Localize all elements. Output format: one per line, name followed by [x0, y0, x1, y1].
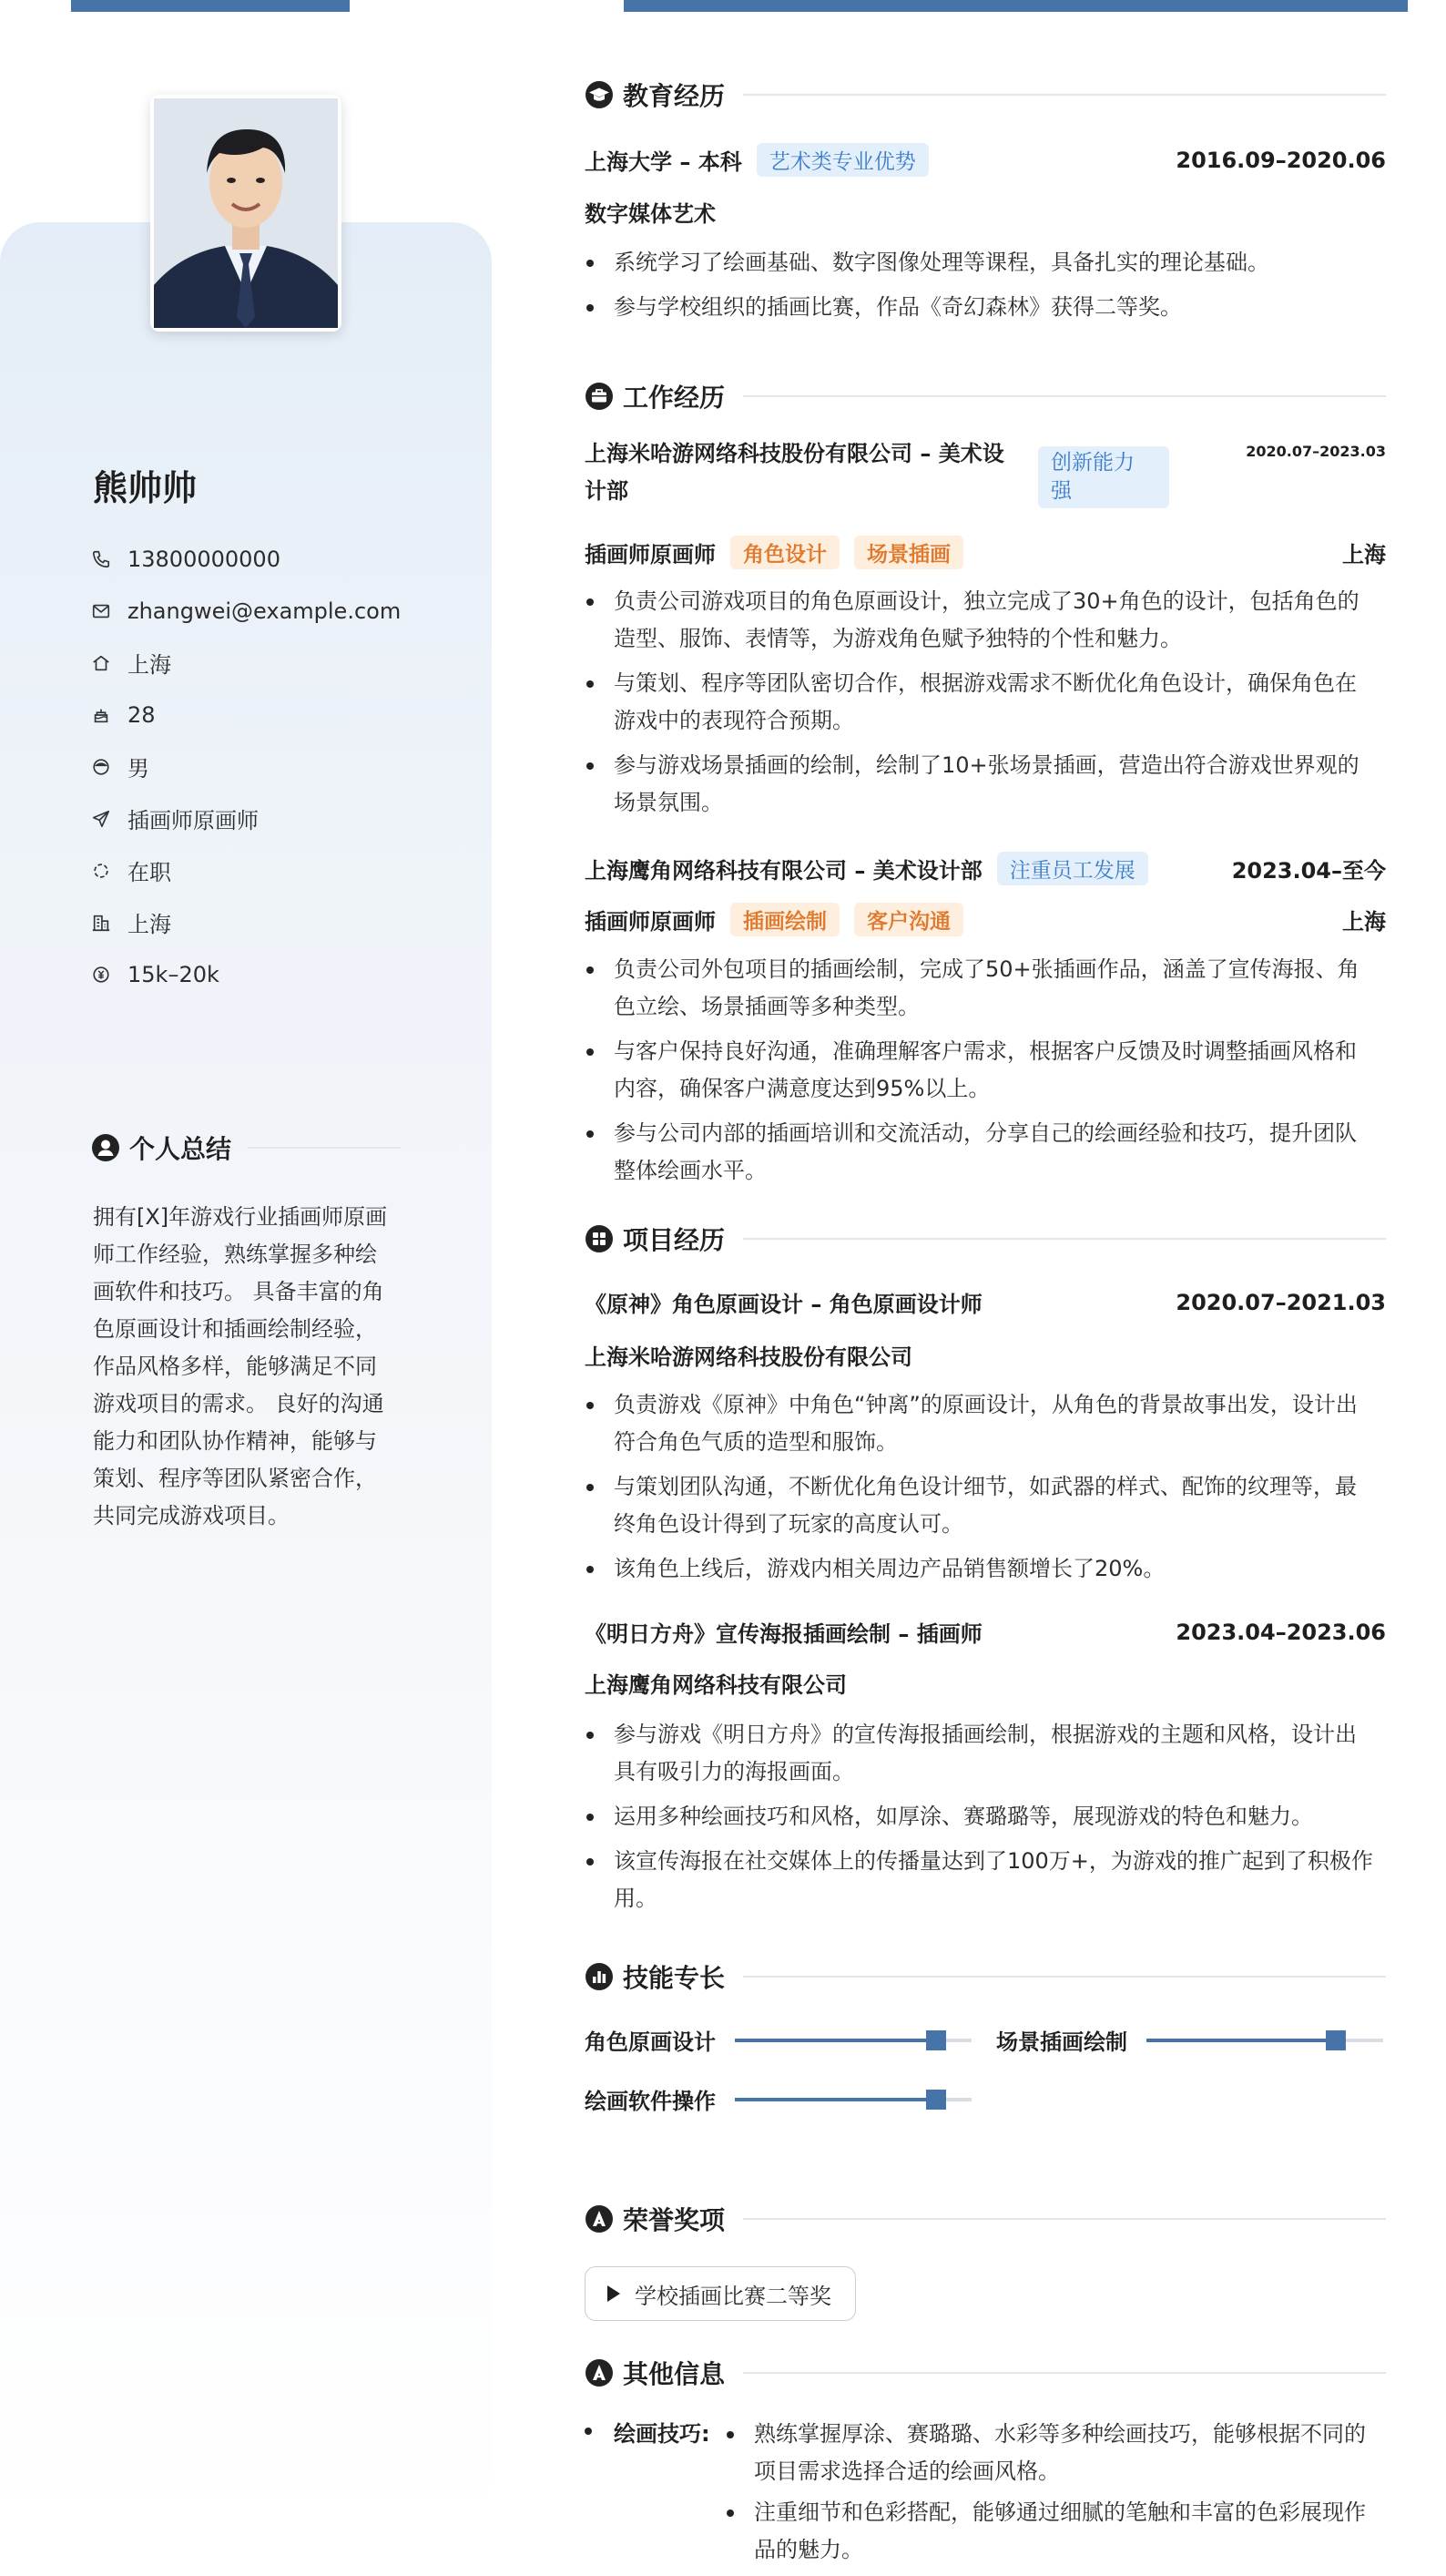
bullet-line: 负责游戏《原神》中角色“钟离”的原画设计，从角色的背景故事出发，设计出	[614, 1392, 1358, 1417]
education-tag: 艺术类专业优势	[757, 143, 929, 177]
phone-icon	[91, 549, 111, 569]
bullet-line: 具有吸引力的海报画面。	[614, 1759, 854, 1784]
list-item	[585, 1550, 1386, 1588]
projects-header	[585, 1221, 1386, 1257]
project-name: 《明日方舟》宣传海报插画绘制 – 插画师	[585, 1621, 983, 1647]
list-item	[585, 1033, 1386, 1108]
job-tag	[1038, 446, 1169, 508]
other-title: 其他信息	[623, 2359, 726, 2389]
divider	[743, 1238, 1386, 1240]
job-skill-tag: 角色设计	[730, 536, 840, 569]
skill-name: 场景插画绘制	[996, 2029, 1127, 2055]
bullet-line: 内容，确保客户满意度达到95%以上。	[614, 1076, 991, 1101]
user-icon	[91, 1133, 120, 1162]
email-text: zhangwei@example.com	[127, 598, 402, 624]
bullet-line: 用。	[614, 1886, 657, 1911]
school-name: 上海大学 – 本科	[585, 149, 742, 175]
bullet-line: 该宣传海报在社交媒体上的传播量达到了100万+，为游戏的推广起到了积极作	[614, 1848, 1373, 1874]
info-position	[91, 792, 455, 844]
building-icon	[91, 913, 111, 933]
summary-line: 策划、程序等团队紧密合作，	[93, 1466, 377, 1491]
info-location	[91, 637, 455, 689]
job-tag-line: 强	[1051, 479, 1072, 503]
info-icon	[585, 2358, 614, 2387]
briefcase-icon	[585, 382, 614, 411]
list-item	[585, 951, 1386, 1026]
bullet-line: 整体绘画水平。	[614, 1158, 767, 1183]
divider	[743, 94, 1386, 96]
info-age	[91, 689, 455, 741]
info-city	[91, 896, 455, 948]
list-item	[585, 1115, 1386, 1190]
job-date: 2023.04–至今	[1231, 858, 1386, 884]
play-icon	[607, 2285, 620, 2302]
divider	[743, 2218, 1386, 2220]
bullet-line: 参与公司内部的插画培训和交流活动，分享自己的绘画经验和技巧，提升团队	[614, 1120, 1357, 1146]
award-label: 学校插画比赛二等奖	[635, 2283, 831, 2309]
job-skill-tag: 场景插画	[854, 536, 963, 569]
portrait-illustration	[154, 98, 338, 328]
other-bullets	[725, 2416, 1386, 2576]
project-date: 2020.07–2021.03	[1176, 1289, 1386, 1315]
skill-bar	[735, 2098, 972, 2101]
avatar	[154, 98, 338, 328]
job-company-line: 计部	[585, 478, 628, 504]
skill-name: 绘画软件操作	[585, 2089, 716, 2114]
main-top-bar	[624, 0, 1408, 12]
info-salary	[91, 948, 455, 1000]
mail-icon	[91, 601, 111, 621]
bullet-line: 与客户保持良好沟通，准确理解客户需求，根据客户反馈及时调整插画风格和	[614, 1038, 1357, 1064]
skill-fill	[1146, 2039, 1336, 2042]
skill-knob	[926, 2090, 946, 2110]
job-header-row	[585, 852, 1386, 885]
job-company: 上海鹰角网络科技有限公司 – 美术设计部	[585, 858, 983, 884]
project-date: 2023.04–2023.06	[1176, 1619, 1386, 1645]
bullet-line: 游戏中的表现符合预期。	[614, 708, 854, 733]
job-role-row	[585, 903, 1386, 936]
list-item	[725, 2494, 1386, 2569]
bullet-line: 与策划团队沟通，不断优化角色设计细节，如武器的样式、配饰的纹理等，最	[614, 1474, 1357, 1499]
project-company: 上海米哈游网络科技股份有限公司	[585, 1344, 912, 1370]
bullet-dot	[585, 2428, 592, 2435]
education-date: 2016.09–2020.06	[1176, 147, 1386, 173]
summary-line: 能力和团队协作精神，能够与	[93, 1428, 377, 1454]
education-bullets	[585, 244, 1386, 333]
city-text: 上海	[127, 912, 171, 937]
education-header	[585, 77, 1386, 113]
skill-fill	[735, 2098, 936, 2101]
grid-icon	[585, 1224, 614, 1253]
project-company: 上海鹰角网络科技有限公司	[585, 1672, 847, 1698]
bullet-line: 色立绘、场景插画等多种类型。	[614, 994, 920, 1019]
projects-title: 项目经历	[623, 1225, 726, 1255]
profile-name: 熊帅帅	[93, 468, 198, 508]
bullet-line: 造型、服饰、表情等，为游戏角色赋予独特的个性和魅力。	[614, 626, 1182, 651]
profile-photo	[150, 95, 341, 332]
list-item	[585, 747, 1386, 822]
award-icon	[585, 2204, 614, 2234]
list-item: 系统学习了绘画基础、数字图像处理等课程，具备扎实的理论基础。	[585, 244, 1386, 281]
divider	[743, 395, 1386, 397]
list-item	[585, 1843, 1386, 1917]
list-item	[585, 1798, 1386, 1835]
bullet-line: 符合角色气质的造型和服饰。	[614, 1429, 898, 1455]
education-row	[585, 143, 1386, 177]
divider	[743, 2372, 1386, 2374]
graduation-cap-icon	[585, 80, 614, 109]
sidebar-top-bar	[71, 0, 350, 12]
summary-line: 色原画设计和插画绘制经验，	[93, 1316, 377, 1342]
status-text: 在职	[127, 860, 171, 885]
work-title: 工作经历	[623, 383, 726, 413]
job-city: 上海	[1342, 542, 1386, 567]
skill-bar	[735, 2039, 972, 2042]
bullet-line: 参与游戏场景插画的绘制，绘制了10+张场景插画，营造出符合游戏世界观的	[614, 752, 1359, 778]
location-text: 上海	[127, 652, 171, 678]
list-item	[585, 665, 1386, 740]
status-icon	[91, 861, 111, 881]
age-text: 28	[127, 701, 156, 728]
job-bullets	[585, 951, 1386, 1197]
summary-text	[93, 1199, 402, 1535]
job-tag-line: 创新能力	[1051, 451, 1135, 475]
summary-line: 画软件和技巧。 具备丰富的角	[93, 1279, 384, 1304]
skill-item	[996, 2024, 1383, 2056]
job-company-line: 上海米哈游网络科技股份有限公司 – 美术设	[585, 441, 1004, 466]
info-status	[91, 844, 455, 896]
phone-text: 13800000000	[127, 546, 280, 572]
skill-item	[585, 2024, 972, 2056]
bar-chart-icon	[585, 1962, 614, 1991]
bullet-line: 负责公司游戏项目的角色原画设计，独立完成了30+角色的设计，包括角色的	[614, 588, 1359, 614]
project-bullets	[585, 1386, 1386, 1595]
job-skill-tag: 客户沟通	[854, 903, 963, 936]
honors-title: 荣誉奖项	[623, 2205, 726, 2235]
info-gender	[91, 741, 455, 792]
bullet-line: 负责公司外包项目的插画绘制，完成了50+张插画作品，涵盖了宣传海报、角	[614, 956, 1359, 982]
contact-info	[91, 533, 455, 1000]
education-major: 数字媒体艺术	[585, 201, 716, 227]
bullet-line: 该角色上线后，游戏内相关周边产品销售额增长了20%。	[614, 1556, 1166, 1581]
send-icon	[91, 809, 111, 829]
summary-title: 个人总结	[129, 1134, 232, 1164]
job-role: 插画师原画师	[585, 542, 716, 567]
summary-header	[91, 1130, 401, 1166]
summary-line: 师工作经验，熟练掌握多种绘	[93, 1242, 377, 1267]
summary-line: 拥有[X]年游戏行业插画师原画	[93, 1204, 388, 1230]
bullet-line: 场景氛围。	[614, 790, 723, 815]
bullet-line: 参与游戏《明日方舟》的宣传海报插画绘制，根据游戏的主题和风格，设计出	[614, 1722, 1357, 1747]
bullet-line: 项目需求选择合适的绘画风格。	[754, 2458, 1060, 2484]
work-header	[585, 378, 1386, 414]
money-icon	[91, 965, 111, 985]
summary-line: 游戏项目的需求。 良好的沟通	[93, 1391, 384, 1416]
job-bullets	[585, 583, 1386, 829]
cake-icon	[91, 705, 111, 725]
bullet-line: 运用多种绘画技巧和风格，如厚涂、赛璐璐等，展现游戏的特色和魅力。	[614, 1804, 1313, 1829]
project-header-row	[585, 1616, 1386, 1648]
bullet-line: 与策划、程序等团队密切合作，根据游戏需求不断优化角色设计，确保角色在	[614, 670, 1357, 696]
skill-name: 角色原画设计	[585, 2029, 716, 2055]
gender-icon	[91, 757, 111, 777]
skill-knob	[1326, 2030, 1346, 2050]
job-role: 插画师原画师	[585, 909, 716, 935]
project-bullets	[585, 1716, 1386, 1925]
job-tag: 注重员工发展	[997, 852, 1148, 885]
info-email	[91, 585, 455, 637]
job-date: 2020.07–2023.03	[1246, 443, 1386, 460]
job-company	[585, 435, 1022, 510]
position-text: 插画师原画师	[127, 808, 259, 833]
divider	[743, 1976, 1386, 1978]
project-header-row	[585, 1286, 1386, 1318]
other-header	[585, 2355, 1386, 2391]
bullet-line: 熟练掌握厚涂、赛璐璐、水彩等多种绘画技巧，能够根据不同的	[754, 2421, 1366, 2447]
skill-fill	[735, 2039, 936, 2042]
bullet-line: 品的魅力。	[754, 2537, 863, 2562]
bullet-line: 终角色设计得到了玩家的高度认可。	[614, 1511, 963, 1537]
summary-line: 作品风格多样，能够满足不同	[93, 1354, 377, 1379]
education-title: 教育经历	[623, 81, 726, 111]
skill-bar	[1146, 2039, 1383, 2042]
job-skill-tag: 插画绘制	[730, 903, 840, 936]
divider	[248, 1147, 401, 1149]
summary-line: 共同完成游戏项目。	[93, 1503, 290, 1528]
list-item	[585, 1386, 1386, 1461]
bullet-line: 注重细节和色彩搭配，能够通过细腻的笔触和丰富的色彩展现作	[754, 2499, 1366, 2525]
gender-text: 男	[127, 756, 149, 782]
project-name: 《原神》角色原画设计 – 角色原画设计师	[585, 1292, 983, 1317]
list-item	[585, 1716, 1386, 1791]
skill-item	[585, 2083, 972, 2115]
honors-header	[585, 2201, 1386, 2237]
skill-knob	[926, 2030, 946, 2050]
job-role-row	[585, 536, 1386, 569]
home-icon	[91, 653, 111, 673]
other-label: 绘画技巧:	[614, 2421, 710, 2447]
info-phone	[91, 533, 455, 585]
list-item	[725, 2416, 1386, 2490]
job-city: 上海	[1342, 909, 1386, 935]
skills-header	[585, 1958, 1386, 1995]
list-item	[585, 1468, 1386, 1543]
list-item	[585, 583, 1386, 658]
salary-text: 15k–20k	[127, 961, 219, 987]
list-item: 参与学校组织的插画比赛，作品《奇幻森林》获得二等奖。	[585, 289, 1386, 326]
award-item-button[interactable]	[585, 2266, 856, 2321]
skills-title: 技能专长	[623, 1963, 726, 1993]
